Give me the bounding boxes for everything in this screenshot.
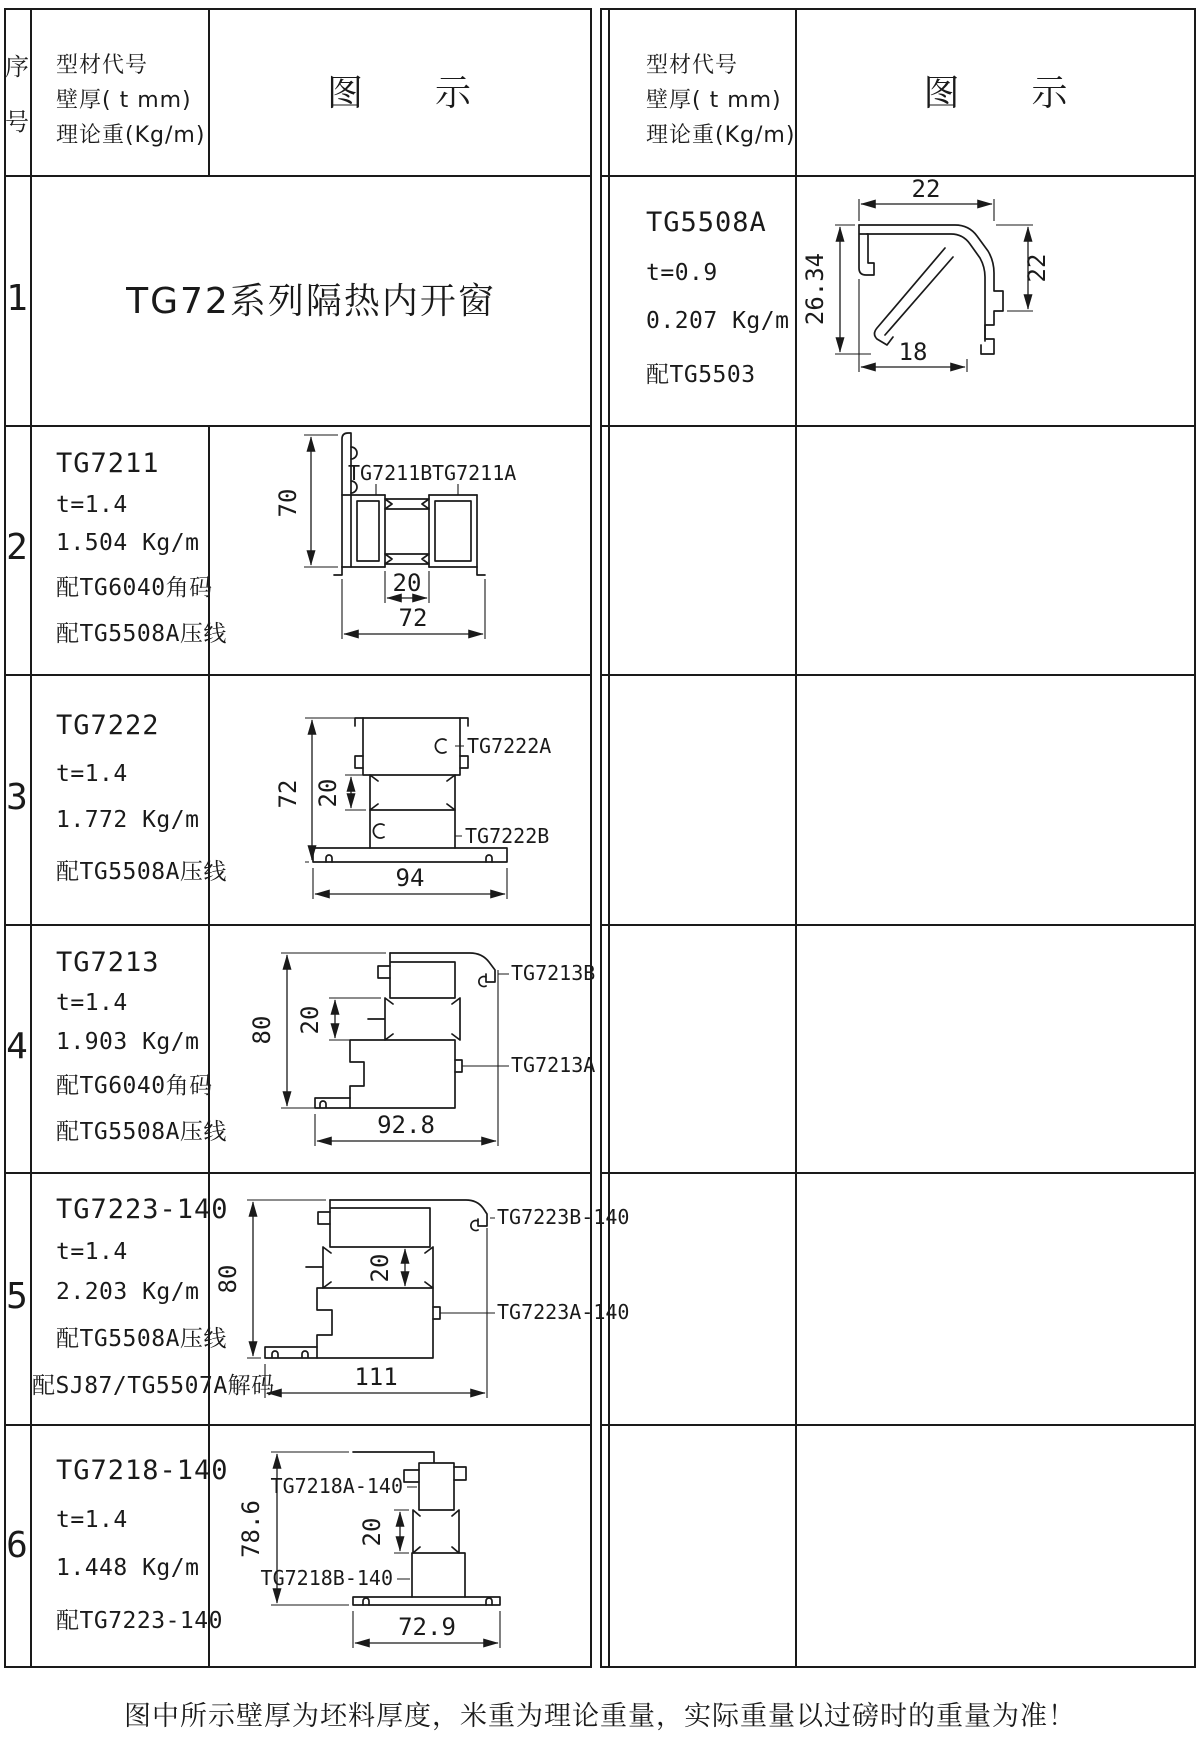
profile-outline [355, 756, 468, 768]
header-spec-line: 型材代号 [646, 53, 739, 78]
profile-code: TG7222 [56, 710, 160, 741]
dim-width: 111 [354, 1363, 398, 1391]
profile-thickness: t=1.4 [56, 491, 128, 518]
profile-note: 配TG5508A压线 [56, 859, 227, 885]
header-serial-char: 序 [5, 52, 29, 81]
header-spec-right [646, 48, 795, 154]
profile-outline [370, 810, 455, 848]
profile-outline [317, 1288, 433, 1358]
profile-outline [385, 499, 429, 509]
part-label: TG7211B [348, 461, 433, 485]
profile-note: 配TG5503 [646, 362, 756, 388]
part-label: TG7223B-140 [497, 1205, 630, 1229]
profile-outline [357, 501, 471, 561]
footer-note: 图中所示壁厚为坯料厚度，米重为理论重量，实际重量以过磅时的重量为准！ [124, 1701, 1076, 1732]
profile-outline [471, 1221, 478, 1231]
profile-weight: 1.448 Kg/m [56, 1554, 200, 1581]
profile-outline [326, 855, 492, 862]
dim-height: 70 [274, 488, 302, 518]
dim-top: 22 [911, 175, 941, 203]
profile-outline [342, 495, 477, 567]
row-number: 3 [6, 776, 28, 818]
profile-code: TG7211 [56, 447, 160, 479]
profile-outline [875, 248, 954, 345]
profile-outline [378, 966, 390, 978]
dim-height: 80 [214, 1264, 242, 1294]
dim-height: 80 [248, 1015, 276, 1045]
profile-outline [315, 1098, 350, 1108]
grid-line [602, 924, 1194, 926]
profile-weight: 1.504 Kg/m [56, 530, 200, 557]
profile-note: 配TG5508A压线 [56, 621, 227, 648]
series-title: TG72系列隔热内开窗 [126, 280, 496, 322]
profile-outline [435, 739, 446, 753]
dim-height: 78.6 [237, 1500, 265, 1558]
part-label: TG7211A [432, 461, 517, 485]
leader-line [462, 974, 509, 1066]
profile-diagram-tg7223-140 [208, 1170, 630, 1422]
profile-outline [350, 1040, 455, 1108]
header-diagram-right: 图 示 [923, 73, 1068, 114]
profile-code: TG5508A [646, 207, 767, 238]
leader-line [376, 484, 458, 495]
dim-mid: 20 [296, 1005, 324, 1035]
profile-outline [330, 1200, 430, 1247]
profile-diagram-tg7222 [208, 672, 592, 922]
profile-code: TG7213 [56, 946, 160, 978]
row-number: 4 [6, 1025, 28, 1067]
profile-outline [313, 848, 507, 862]
profile-weight: 1.903 Kg/m [56, 1028, 200, 1055]
header-spec-line: 壁厚( t mm) [56, 88, 192, 114]
part-label: TG7213A [511, 1053, 596, 1077]
profile-outline [353, 1597, 500, 1605]
profile-weight: 0.207 Kg/m [646, 308, 790, 334]
dim-bottom: 18 [898, 338, 928, 366]
part-label: TG7223A-140 [497, 1300, 630, 1324]
profile-outline [390, 953, 495, 982]
profile-outline [385, 554, 429, 564]
profile-thickness: t=1.4 [56, 761, 128, 787]
profile-code: TG7223-140 [56, 1194, 229, 1226]
profile-diagram-tg7211 [208, 423, 592, 672]
profile-outline [355, 718, 468, 726]
grid-line [608, 10, 610, 1666]
dim-width: 92.8 [377, 1111, 435, 1139]
profile-outline [368, 998, 460, 1040]
profile-outline [859, 225, 1003, 354]
profile-outline [385, 495, 477, 567]
profile-outline [370, 775, 455, 810]
grid-line [602, 674, 1194, 676]
header-serial-char: 号 [5, 107, 29, 136]
dim-mid: 20 [358, 1517, 386, 1547]
profile-outline [363, 1598, 492, 1605]
row-number: 2 [6, 527, 28, 568]
part-label: TG7218A-140 [270, 1474, 403, 1498]
profile-diagram-tg7213 [208, 922, 596, 1170]
row-number: 6 [6, 1524, 28, 1566]
dim-width: 94 [395, 864, 425, 892]
profile-outline [265, 1347, 317, 1358]
dim-mid: 20 [392, 569, 422, 597]
header-diagram-left: 图 示 [326, 73, 471, 114]
row-number: 1 [6, 277, 28, 319]
header-spec-line: 理论重(Kg/m) [646, 123, 796, 149]
profile-note: 配SJ87/TG5507A解码 [32, 1372, 275, 1399]
profile-outline [433, 1307, 440, 1319]
profile-outline [479, 977, 486, 987]
profile-outline [390, 953, 455, 998]
profile-weight: 1.772 Kg/m [56, 807, 200, 833]
header-spec-line: 壁厚( t mm) [646, 88, 782, 114]
grid-line [602, 425, 1194, 427]
profile-outline [373, 824, 384, 838]
profile-outline [363, 718, 460, 775]
profile-outline [455, 1060, 462, 1072]
profile-thickness: t=0.9 [646, 260, 718, 286]
dim-mid: 20 [366, 1253, 394, 1283]
dim-left: 26.34 [801, 252, 829, 326]
grid-line [30, 10, 32, 1666]
profile-note: 配TG5508A压线 [56, 1325, 227, 1352]
profile-outline [859, 225, 874, 275]
profile-thickness: t=1.4 [56, 990, 128, 1016]
dim-width: 72.9 [398, 1613, 456, 1641]
profile-note: 配TG6040角码 [56, 575, 213, 602]
profile-diagram-tg5508a [797, 173, 1196, 423]
header-serial [4, 10, 30, 173]
profile-outline [404, 1467, 466, 1482]
row-number: 5 [6, 1275, 28, 1317]
profile-outline [342, 433, 351, 567]
profile-thickness: t=1.4 [56, 1239, 128, 1266]
dim-right: 22 [1023, 253, 1051, 283]
grid-line [602, 1424, 1194, 1426]
part-label: TG7222B [465, 824, 550, 848]
part-label: TG7218B-140 [260, 1566, 393, 1590]
profile-outline [318, 1212, 330, 1224]
dim-mid: 20 [314, 778, 342, 808]
part-label: TG7222A [467, 734, 552, 758]
profile-note: 配TG6040角码 [56, 1073, 213, 1099]
grid-line [602, 1172, 1194, 1174]
dim-width: 72 [398, 604, 428, 632]
profile-diagram-tg7218-140 [208, 1422, 592, 1668]
part-label: TG7213B [511, 961, 596, 985]
profile-code: TG7218-140 [56, 1455, 229, 1487]
profile-thickness: t=1.4 [56, 1507, 128, 1534]
profile-outline [413, 1510, 459, 1553]
profile-note: 配TG7223-140 [56, 1607, 223, 1634]
dim-height: 72 [274, 779, 302, 809]
header-spec-line: 理论重(Kg/m) [56, 123, 206, 149]
profile-note: 配TG5508A压线 [56, 1118, 227, 1145]
header-spec-line: 型材代号 [56, 53, 149, 78]
header-spec-left [56, 48, 205, 154]
profile-outline [412, 1553, 465, 1597]
profile-weight: 2.203 Kg/m [56, 1279, 200, 1306]
profile-outline [330, 1200, 487, 1226]
